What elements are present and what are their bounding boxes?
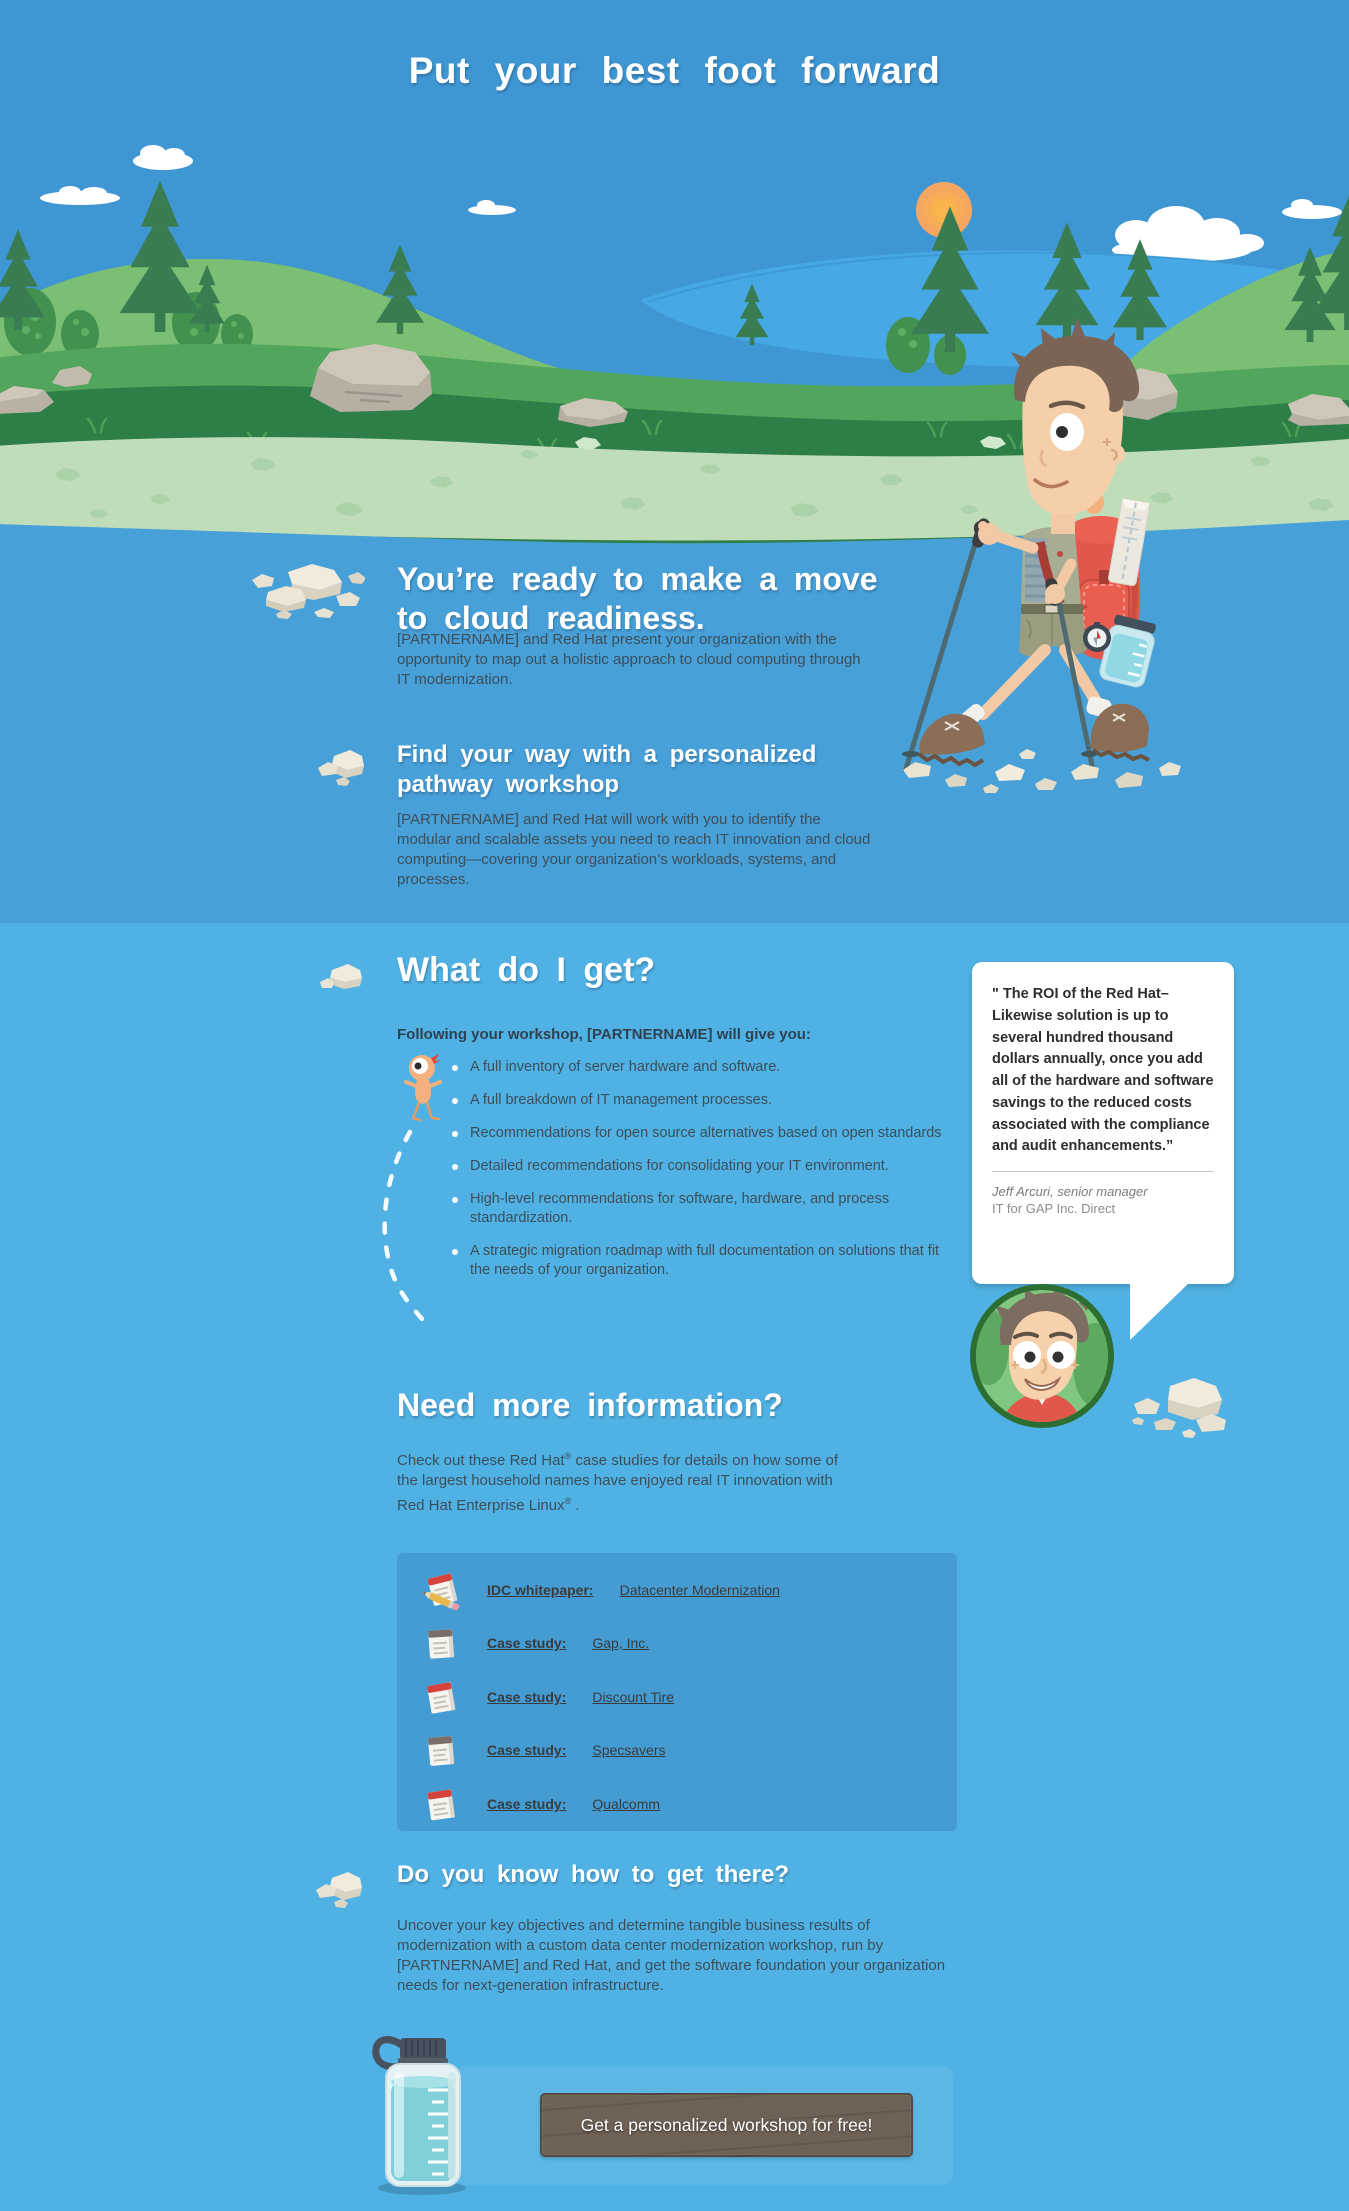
resource-link-label: Specsavers [592, 1742, 666, 1759]
section-heading-ready: You’re ready to make a move to cloud readiness. [397, 561, 878, 637]
water-bottle-icon [370, 2024, 475, 2196]
section-body-ready: [PARTNERNAME] and Red Hat present your organization with the opportunity to map out a holistic approach to cloud computing through IT modernization. [397, 631, 861, 688]
section-heading-getthere: Do you know how to get there? [397, 1861, 789, 1888]
benefit-item: A full inventory of server hardware and software. [452, 1058, 957, 1077]
whatget-intro: Following your workshop, [PARTNERNAME] will give you: [397, 1026, 811, 1043]
notepad-icon [421, 1677, 461, 1717]
benefit-item: Detailed recommendations for consolidating your IT environment. [452, 1157, 957, 1176]
resource-link-idc-whitepaper[interactable] [397, 1563, 957, 1617]
testimonial-author: Jeff Arcuri, senior manager [992, 1184, 1148, 1199]
pencil-notepad-icon [421, 1570, 461, 1610]
section-body-getthere: Uncover your key objectives and determine tangible business results of modernization with a custom data center modernization workshop, run by [PARTNERNAME] and Red Hat, and get the software foundation your organization needs for next-generation infrastructure. [397, 1917, 946, 1994]
resource-link-label: Datacenter Modernization [619, 1581, 780, 1598]
section-heading-whatget: What do I get? [397, 951, 656, 989]
rock-cluster-icon [320, 962, 366, 992]
resource-link-specsavers[interactable] [397, 1724, 957, 1778]
get-workshop-button[interactable]: Get a personalized workshop for free! [540, 2093, 913, 2157]
rock-cluster-icon [1124, 1374, 1229, 1442]
page-title: Put your best foot forward [408, 50, 941, 91]
benefit-item: High-level recommendations for software, hardware, and process standardization. [452, 1190, 957, 1228]
benefit-item: A full breakdown of IT management processes. [452, 1091, 957, 1110]
section-body-moreinfo: Check out these Red Hat® case studies for details on how some of the largest household names have enjoyed real IT innovation with Red Hat Enterprise Linux® . [397, 1451, 839, 1514]
resource-link-prefix: Case study: [487, 1795, 567, 1812]
resource-link-qualcomm[interactable] [397, 1777, 957, 1831]
notepad-icon [421, 1784, 461, 1824]
testimonial-org: IT for GAP Inc. Direct [992, 1201, 1116, 1216]
divider [992, 1171, 1214, 1172]
benefit-list [452, 1058, 957, 1294]
rock-cluster-icon [316, 1864, 366, 1909]
resource-link-gap[interactable] [397, 1617, 957, 1671]
hiker-illustration [875, 302, 1205, 802]
notepad-icon [421, 1730, 461, 1770]
hiker-head [1011, 318, 1139, 515]
benefit-item: A strategic migration roadmap with full documentation on solutions that fit the needs of your organization. [452, 1242, 957, 1280]
testimonial-bubble [972, 962, 1234, 1284]
resource-link-prefix: Case study: [487, 1635, 567, 1652]
dashed-trail-icon [372, 1126, 462, 1336]
resource-link-label: Discount Tire [592, 1688, 675, 1705]
section-body-findway: [PARTNERNAME] and Red Hat will work with you to identify the modular and scalable assets you need to reach IT innovation and cloud computing—covering your organization’s workloads, systems, and processes. [397, 811, 871, 888]
resource-link-prefix: Case study: [487, 1688, 567, 1705]
resource-links-box [397, 1553, 957, 1831]
testimonial-quote: " The ROI of the Red Hat–Likewise solution is up to several hundred thousand dollars annually, once you add all of the hardware and software savings to the reduced costs associated with the compliance and audit enhancements.” [992, 986, 1214, 1155]
rock-cluster-icon [250, 556, 365, 624]
section-heading-findway: Find your way with a personalized pathway workshop [397, 741, 817, 798]
resource-link-label: Qualcomm [592, 1795, 661, 1812]
benefit-item: Recommendations for open source alternatives based on open standards [452, 1124, 957, 1143]
speech-bubble-tail [1128, 1282, 1192, 1342]
notepad-icon [421, 1623, 461, 1663]
resource-link-discount-tire[interactable] [397, 1670, 957, 1724]
resource-link-prefix: Case study: [487, 1742, 567, 1759]
section-heading-moreinfo: Need more information? [397, 1387, 783, 1423]
resource-link-prefix: IDC whitepaper: [487, 1581, 594, 1598]
rock-cluster-icon [318, 742, 368, 787]
bird-mascot-icon [403, 1052, 443, 1122]
hiker-avatar [967, 1281, 1117, 1431]
resource-link-label: Gap, Inc. [592, 1635, 650, 1652]
